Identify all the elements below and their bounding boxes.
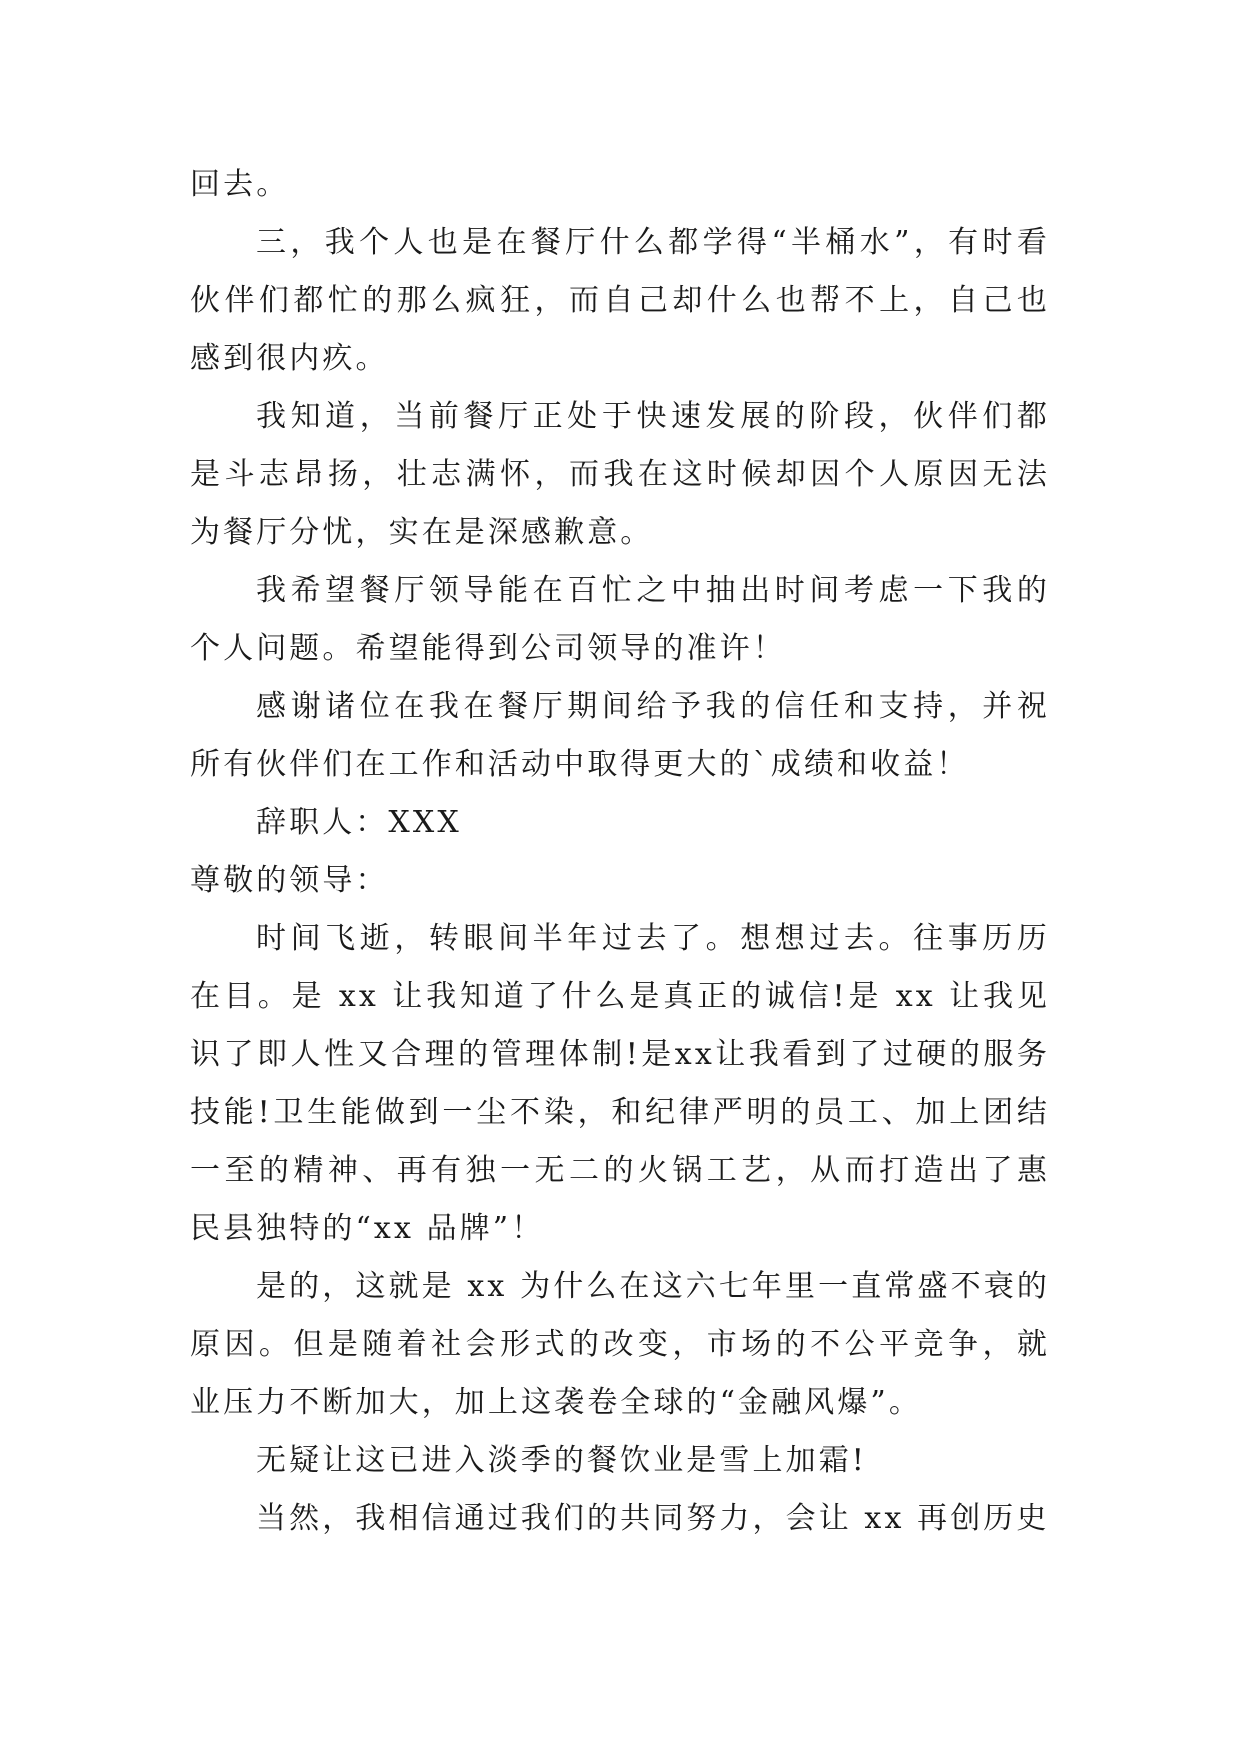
paragraph-3: 我知道，当前餐厅正处于快速发展的阶段，伙伴们都是斗志昂扬，壮志满怀，而我在这时候却因个人原因无法为餐厅分忧，实在是深感歉意。 <box>190 399 1050 550</box>
paragraph-4: 我希望餐厅领导能在百忙之中抽出时间考虑一下我的个人问题。希望能得到公司领导的准许！ <box>190 573 1050 666</box>
paragraph-8: 时间飞逝，转眼间半年过去了。想想过去。往事历历在目。是 xx 让我知道了什么是真正的诚信!是 xx 让我见识了即人性又合理的管理体制!是xx让我看到了过硬的服务技能!卫生能做到一尘不染，和纪律严明的员工、加上团结一至的精神、再有独一无二的火锅工艺，从而打造出了惠民县独特的“xx 品牌”！ <box>190 921 1050 1246</box>
paragraph-10: 无疑让这已进入淡季的餐饮业是雪上加霜! <box>256 1443 867 1478</box>
salutation: 尊敬的领导： <box>190 863 389 898</box>
paragraph-2: 三，我个人也是在餐厅什么都学得“半桶水”，有时看伙伴们都忙的那么疯狂，而自己却什么也帮不上，自己也感到很内疚。 <box>190 225 1050 376</box>
paragraph-11: 当然，我相信通过我们的共同努力，会让 xx 再创历史 <box>256 1501 1050 1536</box>
paragraph-1: 回去。 <box>190 167 290 202</box>
signature-line: 辞职人：XXX <box>256 805 462 840</box>
paragraph-5: 感谢诸位在我在餐厅期间给予我的信任和支持，并祝所有伙伴们在工作和活动中取得更大的`成绩和收益！ <box>190 689 1050 782</box>
document-body <box>190 156 1050 1548</box>
paragraph-9: 是的，这就是 xx 为什么在这六七年里一直常盛不衰的原因。但是随着社会形式的改变，市场的不公平竞争，就业压力不断加大，加上这袭卷全球的“金融风爆”。 <box>190 1269 1050 1420</box>
